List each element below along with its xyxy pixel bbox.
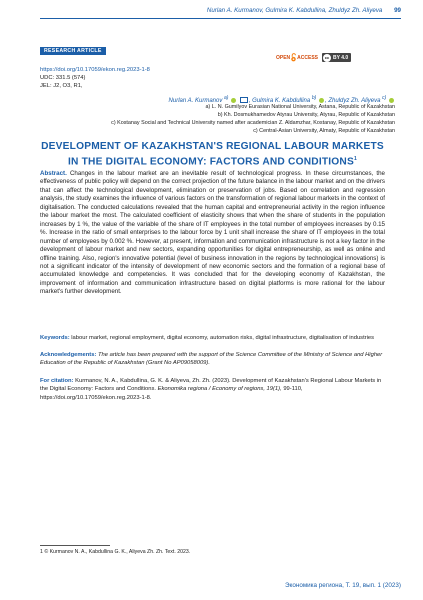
jel-line: JEL: J2, O3, R1, — [40, 83, 83, 89]
doi-link[interactable]: https://doi.org/10.17059/ekon.reg.2023-1-8 — [40, 67, 150, 73]
journal-footer: Экономика региона, Т. 19, вып. 1 (2023) — [284, 582, 401, 589]
open-access-badge[interactable] — [276, 53, 351, 62]
running-head-authors: Nurlan A. Kurmanov, Gulmira K. Kabdullina, Zhuldyz Zh. Aliyeva — [206, 7, 383, 14]
doi-line — [40, 66, 150, 74]
author-2[interactable]: Gulmira K. Kabdullina — [252, 98, 311, 104]
open-label: OPEN — [276, 54, 291, 61]
section-tag: RESEARCH ARTICLE — [40, 47, 106, 55]
footnote-rule — [40, 545, 110, 546]
citation-label: For citation: — [40, 378, 74, 384]
acknowledgements — [40, 351, 385, 367]
keywords — [40, 334, 385, 342]
citation-text-b[interactable]: 99-110, https://doi.org/10.17059/ekon.reg.2023-1-8. — [40, 386, 303, 401]
affiliation-1: a) L. N. Gumilyov Eurasian National University, Astana, Republic of Kazakhstan — [205, 104, 395, 110]
open-lock-icon — [290, 53, 297, 62]
author-3-affil: c) — [382, 95, 387, 101]
author-3[interactable]: Zhuldyz Zh. Aliyeva — [328, 98, 381, 104]
page-number: 99 — [394, 7, 401, 14]
abstract-label: Abstract — [40, 170, 66, 177]
abstract: Abstract. Changes in the labour market are an inevitable result of technological progress. In these circumstances, the effectiveness of public policy will depend on the correct projection of the future balance in the labour market and on the drivers that can affect the technological development, elimination or preservation of jobs. Based on correlation and regression analysis, the study examines the influence of various factors on the transformation of regional labour markets in the context of digitalisation. The conducted calculations revealed that the human capital and entrepreneurial activity in the region influence the labour market the most. The calculated coefficient of elasticity shows that when the share of students in the population increases by 1 %, the value of the variable of the share of IT employees in the total number of employees increases by 0.15 %. Increase in the ratio of small enterprises to the labour force by 1 unit shall increase the share of IT employees in the total number of employees by 0.002 %. However, at present, information and communication infrastructure is not a key factor in the development of labour market and new sectors, expanding opportunities for digital entrepreneurship, as well as online and offline training. Also, region's innovative potential (level of business innovation in the regions by technological innovations) is not a significant indicator of the intensity of development of new economic sectors and the formation of a regional base of accumulated knowledge and competencies. It was concluded that for the developing economy of Kazakhstan, the improvement of information and communication infrastructure based on digital platforms is more rational for the labour market's further development. — [40, 170, 385, 296]
copyright-footnote: 1 © Kurmanov N. A., Kabdullina G. K., Aliyeva Zh. Zh. Text. 2023. — [40, 549, 191, 555]
author-line: Nurlan A. Kurmanov $^{a)}$ , Gulmira K. Kabdullina $^{b)}$ , Zhuldyz Zh. Aliyeva $^{c)}$ — [169, 95, 395, 104]
citation — [40, 377, 385, 402]
ack-text: The article has been prepared with the support of the Science Committee of the Ministry of Science and Higher Education of the Republic of Kazakhstan (Grant No AP09058009). — [40, 352, 383, 366]
affiliation-2: b) Kh. Dosmukhamedov Atyrau University, Atyrau, Republic of Kazakhstan — [217, 112, 395, 118]
citation-journal: Ekonomika regiona / Economy of regions, 19(1), — [157, 386, 282, 393]
running-head — [207, 7, 401, 14]
title-line-2: IN THE DIGITAL ECONOMY: FACTORS AND CONDITIONS — [68, 156, 354, 168]
udc-line: UDC: 331.5 (574) — [40, 75, 86, 81]
keywords-text: labour market, regional employment, digital economy, automation risks, digital infrastructure, digitalisation of industries — [71, 335, 375, 341]
article-title — [40, 140, 385, 168]
citation-text-a: Kurmanov, N. A., Kabdullina, G. K. & Aliyeva, Zh. Zh. (2023). Development of Kazakhstan's Regional Labour Markets in the Digital Economy: Factors and Conditions. — [40, 378, 382, 393]
abstract-text: Changes in the labour market are an inevitable result of technological progress. In these circumstances, the effectiveness of public policy will depend on the correct projection of the future balance in the labour market and on the drivers that can affect the technological development, elimination or preservation of jobs. Based on correlation and regression analysis, the study examines the influence of various factors on the transformation of regional labour markets in the context of digitalisation. The conducted calculations revealed that the human capital and entrepreneurial activity in the region influence the labour market the most. The calculated coefficient of elasticity shows that when the share of students in the population increases by 1 %, the value of the variable of the share of IT employees in the total number of employees increases by 0.15 %. Increase in the ratio of small enterprises to the labour force by 1 unit shall increase the share of IT employees in the total number of employees by 0.002 %. However, at present, information and communication infrastructure is not a key factor in the development of labour market and new sectors, expanding opportunities for digital entrepreneurship, as well as online and offline training. Also, region's innovative potential (level of business innovation in the regions by technological innovations) is not a significant indicator of the intensity of development of new economic sectors and the formation of a regional base of accumulated knowledge and competencies. It was concluded that for the developing economy of Kazakhstan, the improvement of information and communication infrastructure based on digital platforms is more rational for the labour market's further development. — [40, 170, 385, 296]
header-rule — [40, 18, 401, 19]
title-footnote-mark[interactable]: 1 — [353, 156, 357, 162]
cc-license-badge[interactable] — [322, 53, 351, 62]
affiliation-4: c) Central-Asian University, Almaty, Republic of Kazakhstan — [253, 128, 395, 134]
ack-label: Acknowledgements: — [40, 352, 97, 358]
affiliation-3: c) Kostanay Social and Technical University named after academician Z. Aldamzhar, Kostanay, Republic of Kazakhstan — [111, 120, 395, 126]
keywords-label: Keywords: — [40, 335, 70, 341]
title-line-1: DEVELOPMENT OF KAZAKHSTAN'S REGIONAL LABOUR MARKETS — [41, 141, 384, 152]
access-label: ACCESS — [297, 54, 319, 61]
cc-icon: cc — [324, 54, 330, 60]
author-2-affil: b) — [311, 95, 317, 101]
author-1-affil: a) — [224, 95, 229, 101]
license-label: BY 4.0 — [333, 54, 349, 61]
author-1[interactable]: Nurlan A. Kurmanov — [168, 98, 223, 104]
